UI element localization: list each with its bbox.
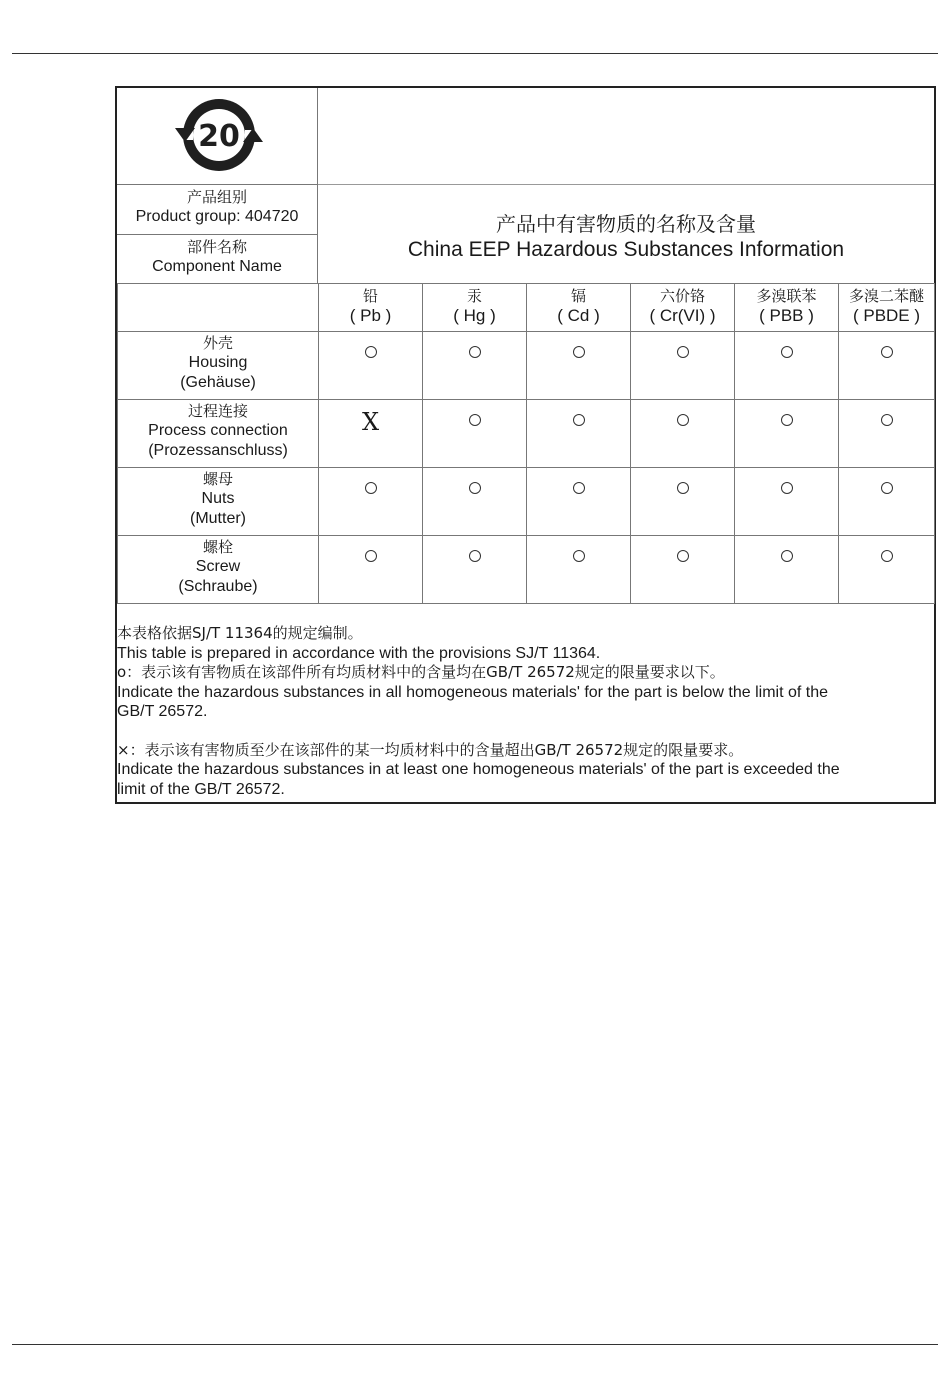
mark-cell (319, 468, 423, 536)
substance-cn: 汞 (466, 287, 482, 305)
mark-cell (631, 468, 735, 536)
compliant-circle-icon (881, 346, 893, 358)
note-line: Indicate the hazardous substances in at least one homogeneous materials' of the part is exceeded the (117, 761, 840, 778)
substance-header (839, 284, 935, 332)
mark-cell (423, 468, 527, 536)
product-meta (117, 185, 318, 283)
part-name-cn: 过程连接 (187, 402, 248, 420)
logo-cell (117, 88, 318, 185)
mark-cell (839, 536, 935, 604)
notes (117, 624, 932, 799)
component-name-cn: 部件名称 (186, 238, 247, 256)
table-row (118, 468, 935, 536)
substance-header (423, 284, 527, 332)
compliant-circle-icon (677, 414, 689, 426)
logo-number: 20 (198, 119, 240, 154)
component-name-en: Component Name (152, 258, 282, 275)
substance-symbol: ( PBB ) (759, 306, 814, 325)
mark-cell (423, 332, 527, 400)
table-row (118, 536, 935, 604)
part-name-en: Process connection (148, 422, 288, 439)
product-group-cn: 产品组别 (186, 188, 247, 206)
substance-cn: 镉 (570, 287, 586, 305)
mark-cell (319, 332, 423, 400)
part-name-de: (Schraube) (178, 578, 258, 595)
title-cn: 产品中有害物质的名称及含量 (496, 212, 756, 236)
mark-cell (527, 468, 631, 536)
substance-cn: 六价铬 (659, 287, 705, 305)
substance-symbol: ( Hg ) (453, 306, 496, 325)
substance-header (631, 284, 735, 332)
substance-symbol: ( Pb ) (349, 306, 392, 325)
part-name-cn: 外壳 (202, 334, 233, 352)
part-name-en: Housing (188, 354, 248, 371)
note-line: Indicate the hazardous substances in all homogeneous materials' for the part is below the limit of the (117, 683, 829, 701)
substance-cn: 多溴联苯 (756, 287, 817, 305)
part-name-de: (Prozessanschluss) (148, 442, 288, 459)
part-name-cell (118, 536, 319, 604)
compliant-circle-icon (677, 346, 689, 358)
table-row (118, 400, 935, 468)
substance-header-row (118, 284, 935, 332)
part-name-de: (Gehäuse) (180, 374, 256, 391)
part-name-cell (118, 468, 319, 536)
product-group-cell (117, 185, 317, 234)
mark-cell (319, 536, 423, 604)
mark-cell (423, 400, 527, 468)
mark-cell (839, 400, 935, 468)
compliant-circle-icon (365, 482, 377, 494)
hazardous-substances-table (115, 86, 936, 804)
mark-cell (631, 332, 735, 400)
substance-grid (117, 283, 935, 604)
title-en: China EEP Hazardous Substances Information (407, 238, 845, 261)
mark-cell (527, 536, 631, 604)
footer-rule (12, 1344, 938, 1345)
note-line: ×：表示该有害物质至少在该部件的某一均质材料中的含量超出GB/T 26572规定的限量要求。 (117, 740, 744, 759)
compliant-circle-icon (781, 346, 793, 358)
table-row (118, 332, 935, 400)
substance-header (527, 284, 631, 332)
exceeds-mark: X (361, 408, 380, 436)
header-rule (12, 53, 938, 54)
mark-cell (631, 536, 735, 604)
table-title (318, 185, 934, 283)
compliant-circle-icon (881, 414, 893, 426)
compliant-circle-icon (677, 482, 689, 494)
mark-cell (735, 536, 839, 604)
mark-cell (735, 332, 839, 400)
mark-cell (839, 468, 935, 536)
part-name-en: Screw (195, 558, 241, 575)
part-name-cell (118, 400, 319, 468)
substance-symbol: ( Cd ) (557, 306, 600, 325)
compliant-circle-icon (781, 482, 793, 494)
blank-header-cell (318, 88, 934, 185)
note-line: 本表格依据SJ/T 11364的规定编制。 (117, 624, 363, 642)
substance-symbol: ( Cr(VI) ) (649, 306, 716, 325)
note-line: o：表示该有害物质在该部件所有均质材料中的含量均在GB/T 26572规定的限量要求以下。 (117, 663, 725, 681)
part-name-cn: 螺栓 (202, 538, 233, 556)
substance-header (735, 284, 839, 332)
compliant-circle-icon (469, 414, 481, 426)
mark-cell (735, 400, 839, 468)
compliant-circle-icon (469, 482, 481, 494)
efup-20-recycle-icon (175, 94, 263, 176)
compliant-circle-icon (573, 482, 585, 494)
substance-symbol: ( PBDE ) (852, 306, 921, 325)
part-name-en: Nuts (201, 490, 235, 507)
mark-cell (839, 332, 935, 400)
compliant-circle-icon (881, 482, 893, 494)
compliant-circle-icon (365, 346, 377, 358)
compliant-circle-icon (781, 414, 793, 426)
mark-cell (527, 332, 631, 400)
compliant-circle-icon (881, 550, 893, 562)
mark-cell (631, 400, 735, 468)
part-name-cell (118, 332, 319, 400)
substance-header (319, 284, 423, 332)
compliant-circle-icon (781, 550, 793, 562)
compliant-circle-icon (469, 346, 481, 358)
mark-cell (423, 536, 527, 604)
substance-cn: 铅 (362, 287, 378, 305)
note-line: limit of the GB/T 26572. (117, 780, 285, 798)
substance-cn: 多溴二苯醚 (848, 287, 924, 305)
compliant-circle-icon (677, 550, 689, 562)
mark-cell (527, 400, 631, 468)
compliant-circle-icon (573, 346, 585, 358)
note-line: GB/T 26572. (117, 703, 208, 720)
header-empty-cell (118, 284, 319, 332)
part-name-de: (Mutter) (190, 510, 246, 527)
compliant-circle-icon (365, 550, 377, 562)
product-group-en: Product group: 404720 (135, 208, 299, 225)
mark-cell (735, 468, 839, 536)
compliant-circle-icon (573, 550, 585, 562)
mark-cell (319, 400, 423, 468)
compliant-circle-icon (573, 414, 585, 426)
part-name-cn: 螺母 (202, 470, 233, 488)
note-line: This table is prepared in accordance with the provisions SJ/T 11364. (117, 644, 601, 662)
component-name-cell (117, 234, 317, 283)
compliant-circle-icon (469, 550, 481, 562)
